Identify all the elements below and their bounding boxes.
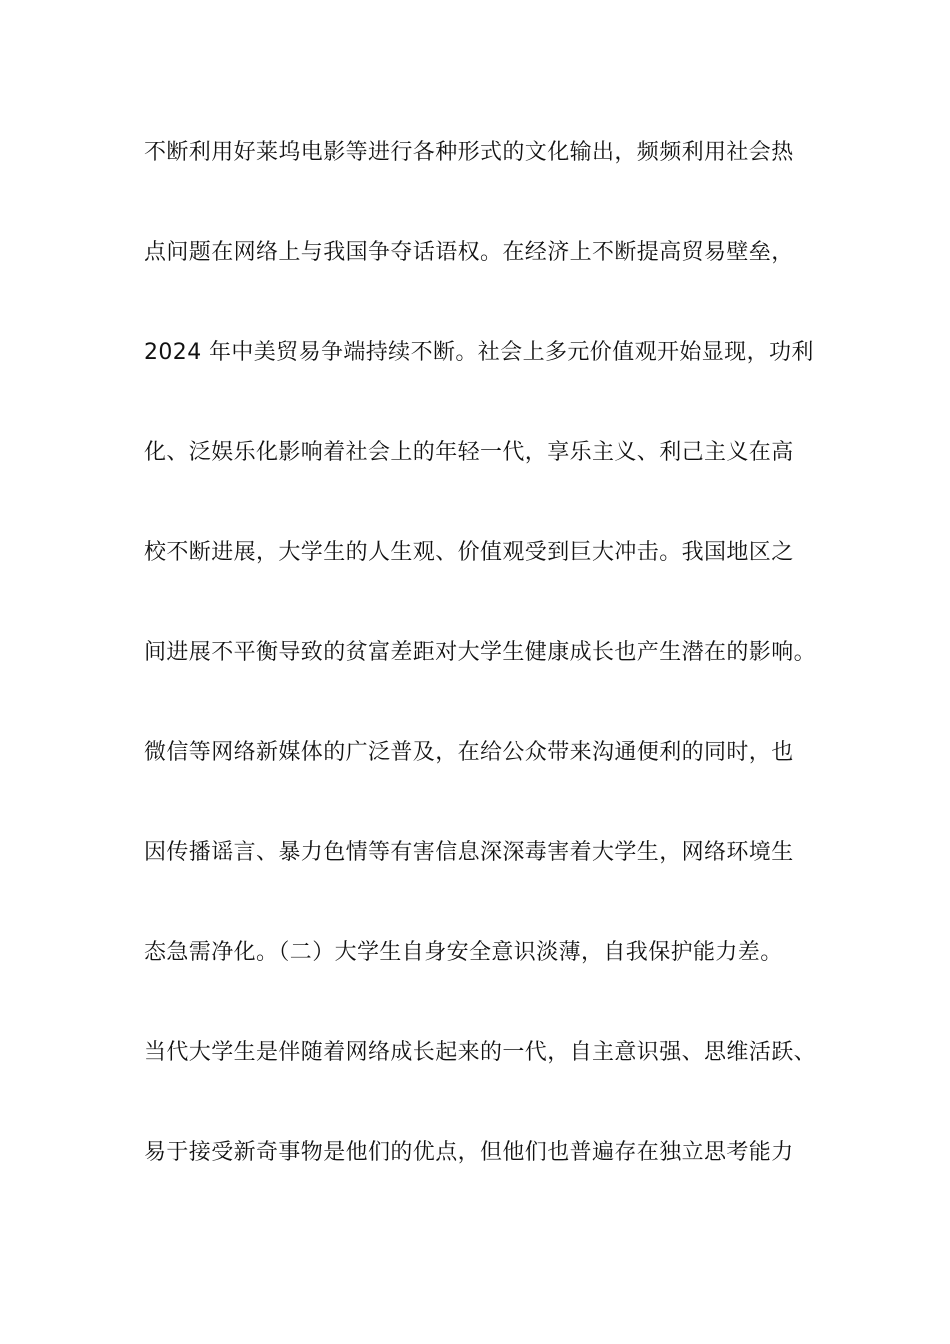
text-line: 当代大学生是伴随着网络成长起来的一代，自主意识强、思维活跃、 (144, 1040, 817, 1065)
text-line: 易于接受新奇事物是他们的优点，但他们也普遍存在独立思考能力 (144, 1140, 794, 1165)
text-line: 间进展不平衡导致的贫富差距对大学生健康成长也产生潜在的影响。 (144, 640, 817, 665)
text-line: 态急需净化。（二）大学生自身安全意识淡薄，自我保护能力差。 (144, 940, 783, 965)
text-line: 微信等网络新媒体的广泛普及，在给公众带来沟通便利的同时，也 (144, 740, 794, 765)
text-line: 不断利用好莱坞电影等进行各种形式的文化输出，频频利用社会热 (144, 140, 794, 165)
body-text (144, 128, 834, 1228)
text-line: 2024 年中美贸易争端持续不断。社会上多元价值观开始显现，功利 (144, 340, 814, 365)
text-line: 化、泛娱乐化影响着社会上的年轻一代，享乐主义、利己主义在高 (144, 440, 794, 465)
text-line: 校不断进展，大学生的人生观、价值观受到巨大冲击。我国地区之 (144, 540, 794, 565)
text-line: 因传播谣言、暴力色情等有害信息深深毒害着大学生，网络环境生 (144, 840, 794, 865)
text-line: 点问题在网络上与我国争夺话语权。在经济上不断提高贸易壁垒， (144, 240, 794, 265)
